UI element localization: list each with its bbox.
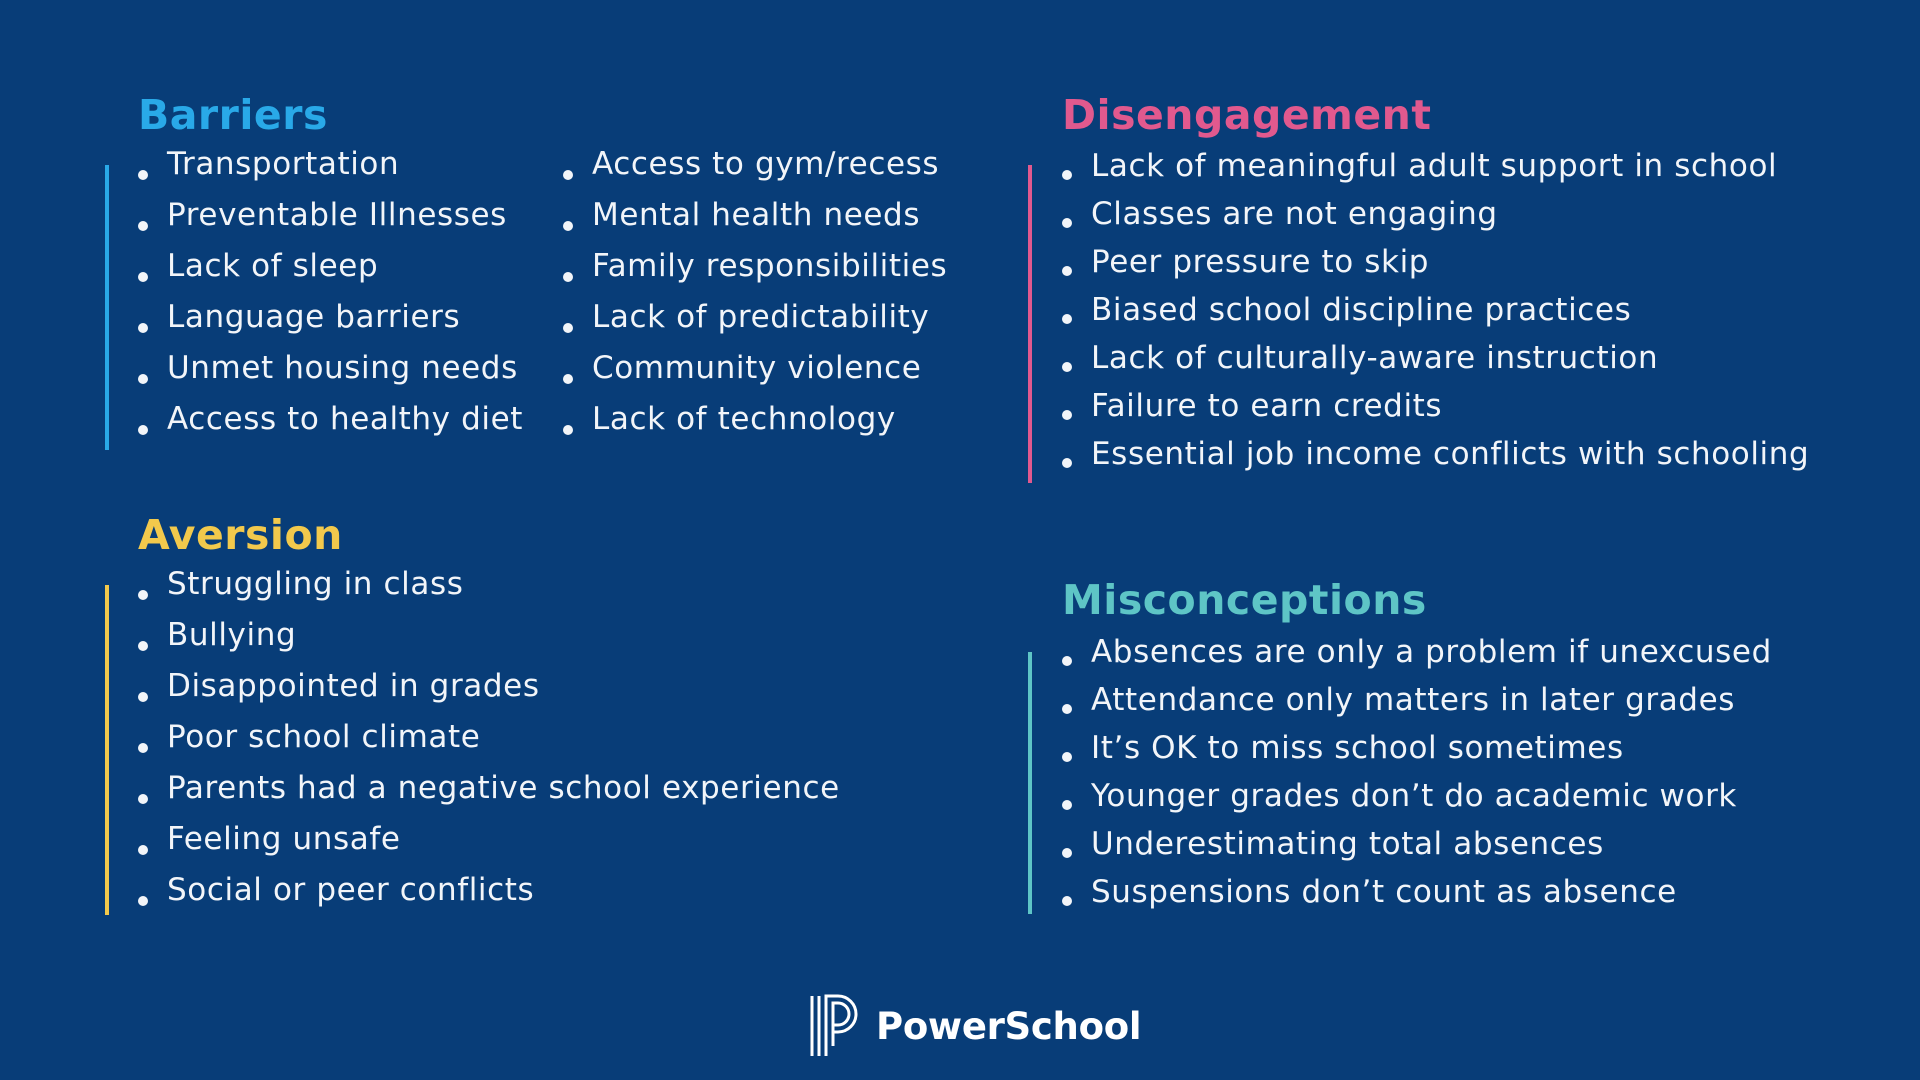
list-item [138, 668, 840, 722]
list-item-label: Access to healthy diet [167, 401, 524, 437]
list-item [138, 197, 523, 251]
list-item [563, 299, 947, 353]
misconceptions-list [1062, 634, 1772, 925]
bullet-icon [1062, 218, 1072, 228]
list-item-label: Access to gym/recess [592, 146, 940, 182]
bullet-icon [138, 374, 148, 384]
list-item-label: Unmet housing needs [167, 350, 518, 386]
barriers-list-col2 [563, 146, 948, 455]
bullet-icon [563, 374, 573, 384]
bullet-icon [1062, 752, 1072, 762]
list-item-label: Essential job income conflicts with schooling [1091, 436, 1810, 472]
list-item-label: Family responsibilities [592, 248, 948, 284]
bullet-icon [1062, 314, 1072, 324]
bullet-icon [1062, 266, 1072, 276]
bullet-icon [138, 743, 148, 753]
list-item [563, 197, 947, 251]
list-item-label: Failure to earn credits [1091, 388, 1443, 424]
aversion-title: Aversion [138, 511, 343, 559]
list-item [1062, 244, 1809, 295]
list-item [1062, 634, 1772, 685]
barriers-accent-rule [105, 165, 109, 450]
list-item [138, 299, 523, 353]
bullet-icon [138, 170, 148, 180]
list-item [1062, 436, 1810, 487]
list-item [138, 248, 523, 302]
bullet-icon [563, 425, 573, 435]
list-item [138, 719, 840, 773]
list-item-label: It’s OK to miss school sometimes [1091, 730, 1624, 766]
bullet-icon [1062, 848, 1072, 858]
list-item-label: Attendance only matters in later grades [1091, 682, 1736, 718]
list-item [1062, 730, 1772, 781]
list-item-label: Lack of culturally-aware instruction [1091, 340, 1659, 376]
list-item-label: Community violence [592, 350, 922, 386]
list-item [138, 350, 523, 404]
misconceptions-title: Misconceptions [1062, 576, 1427, 624]
list-item-label: Feeling unsafe [167, 821, 401, 857]
list-item-label: Preventable Illnesses [167, 197, 507, 233]
list-item-label: Poor school climate [167, 719, 481, 755]
list-item-label: Absences are only a problem if unexcused [1091, 634, 1772, 670]
list-item-label: Biased school discipline practices [1091, 292, 1632, 328]
list-item-label: Suspensions don’t count as absence [1091, 874, 1677, 910]
bullet-icon [1062, 656, 1072, 666]
disengagement-accent-rule [1028, 165, 1032, 483]
list-item [1062, 388, 1809, 439]
list-item [138, 617, 840, 671]
list-item [138, 401, 524, 455]
list-item [1062, 148, 1809, 199]
list-item [1062, 874, 1772, 925]
bullet-icon [1062, 410, 1072, 420]
bullet-icon [138, 272, 148, 282]
list-item-label: Lack of predictability [592, 299, 930, 335]
list-item [138, 872, 840, 926]
list-item-label: Parents had a negative school experience [167, 770, 840, 806]
misconceptions-accent-rule [1028, 652, 1032, 914]
list-item [138, 821, 840, 875]
bullet-icon [1062, 170, 1072, 180]
list-item [138, 566, 840, 620]
bullet-icon [563, 272, 573, 282]
bullet-icon [138, 641, 148, 651]
list-item-label: Underestimating total absences [1091, 826, 1604, 862]
bullet-icon [138, 692, 148, 702]
list-item [1062, 682, 1772, 733]
bullet-icon [138, 323, 148, 333]
list-item-label: Social or peer conflicts [167, 872, 535, 908]
barriers-title: Barriers [138, 91, 328, 139]
aversion-accent-rule [105, 585, 109, 915]
list-item-label: Mental health needs [592, 197, 921, 233]
bullet-icon [138, 896, 148, 906]
barriers-list-col1 [138, 146, 524, 455]
list-item-label: Lack of meaningful adult support in school [1091, 148, 1778, 184]
list-item [1062, 826, 1772, 877]
list-item-label: Lack of sleep [167, 248, 379, 284]
bullet-icon [563, 221, 573, 231]
bullet-icon [138, 425, 148, 435]
list-item-label: Language barriers [167, 299, 461, 335]
bullet-icon [1062, 896, 1072, 906]
bullet-icon [1062, 800, 1072, 810]
list-item [1062, 196, 1809, 247]
brand-name: PowerSchool [876, 1004, 1142, 1048]
bullet-icon [1062, 704, 1072, 714]
list-item [563, 350, 947, 404]
list-item-label: Peer pressure to skip [1091, 244, 1430, 280]
list-item-label: Transportation [167, 146, 400, 182]
bullet-icon [138, 845, 148, 855]
bullet-icon [138, 221, 148, 231]
list-item [1062, 292, 1809, 343]
bullet-icon [138, 590, 148, 600]
list-item-label: Younger grades don’t do academic work [1091, 778, 1737, 814]
powerschool-p-icon [808, 994, 864, 1058]
list-item [138, 770, 840, 824]
bullet-icon [138, 794, 148, 804]
bullet-icon [563, 323, 573, 333]
list-item-label: Classes are not engaging [1091, 196, 1498, 232]
disengagement-title: Disengagement [1062, 91, 1432, 139]
aversion-list [138, 566, 840, 926]
list-item [138, 146, 523, 200]
list-item-label: Struggling in class [167, 566, 464, 602]
list-item [563, 248, 948, 302]
list-item [563, 401, 947, 455]
bullet-icon [1062, 362, 1072, 372]
disengagement-list [1062, 148, 1810, 487]
list-item-label: Bullying [167, 617, 297, 653]
list-item [563, 146, 947, 200]
powerschool-logo [808, 994, 1141, 1058]
bullet-icon [1062, 458, 1072, 468]
list-item-label: Disappointed in grades [167, 668, 540, 704]
bullet-icon [563, 170, 573, 180]
list-item [1062, 778, 1772, 829]
list-item-label: Lack of technology [592, 401, 896, 437]
list-item [1062, 340, 1809, 391]
